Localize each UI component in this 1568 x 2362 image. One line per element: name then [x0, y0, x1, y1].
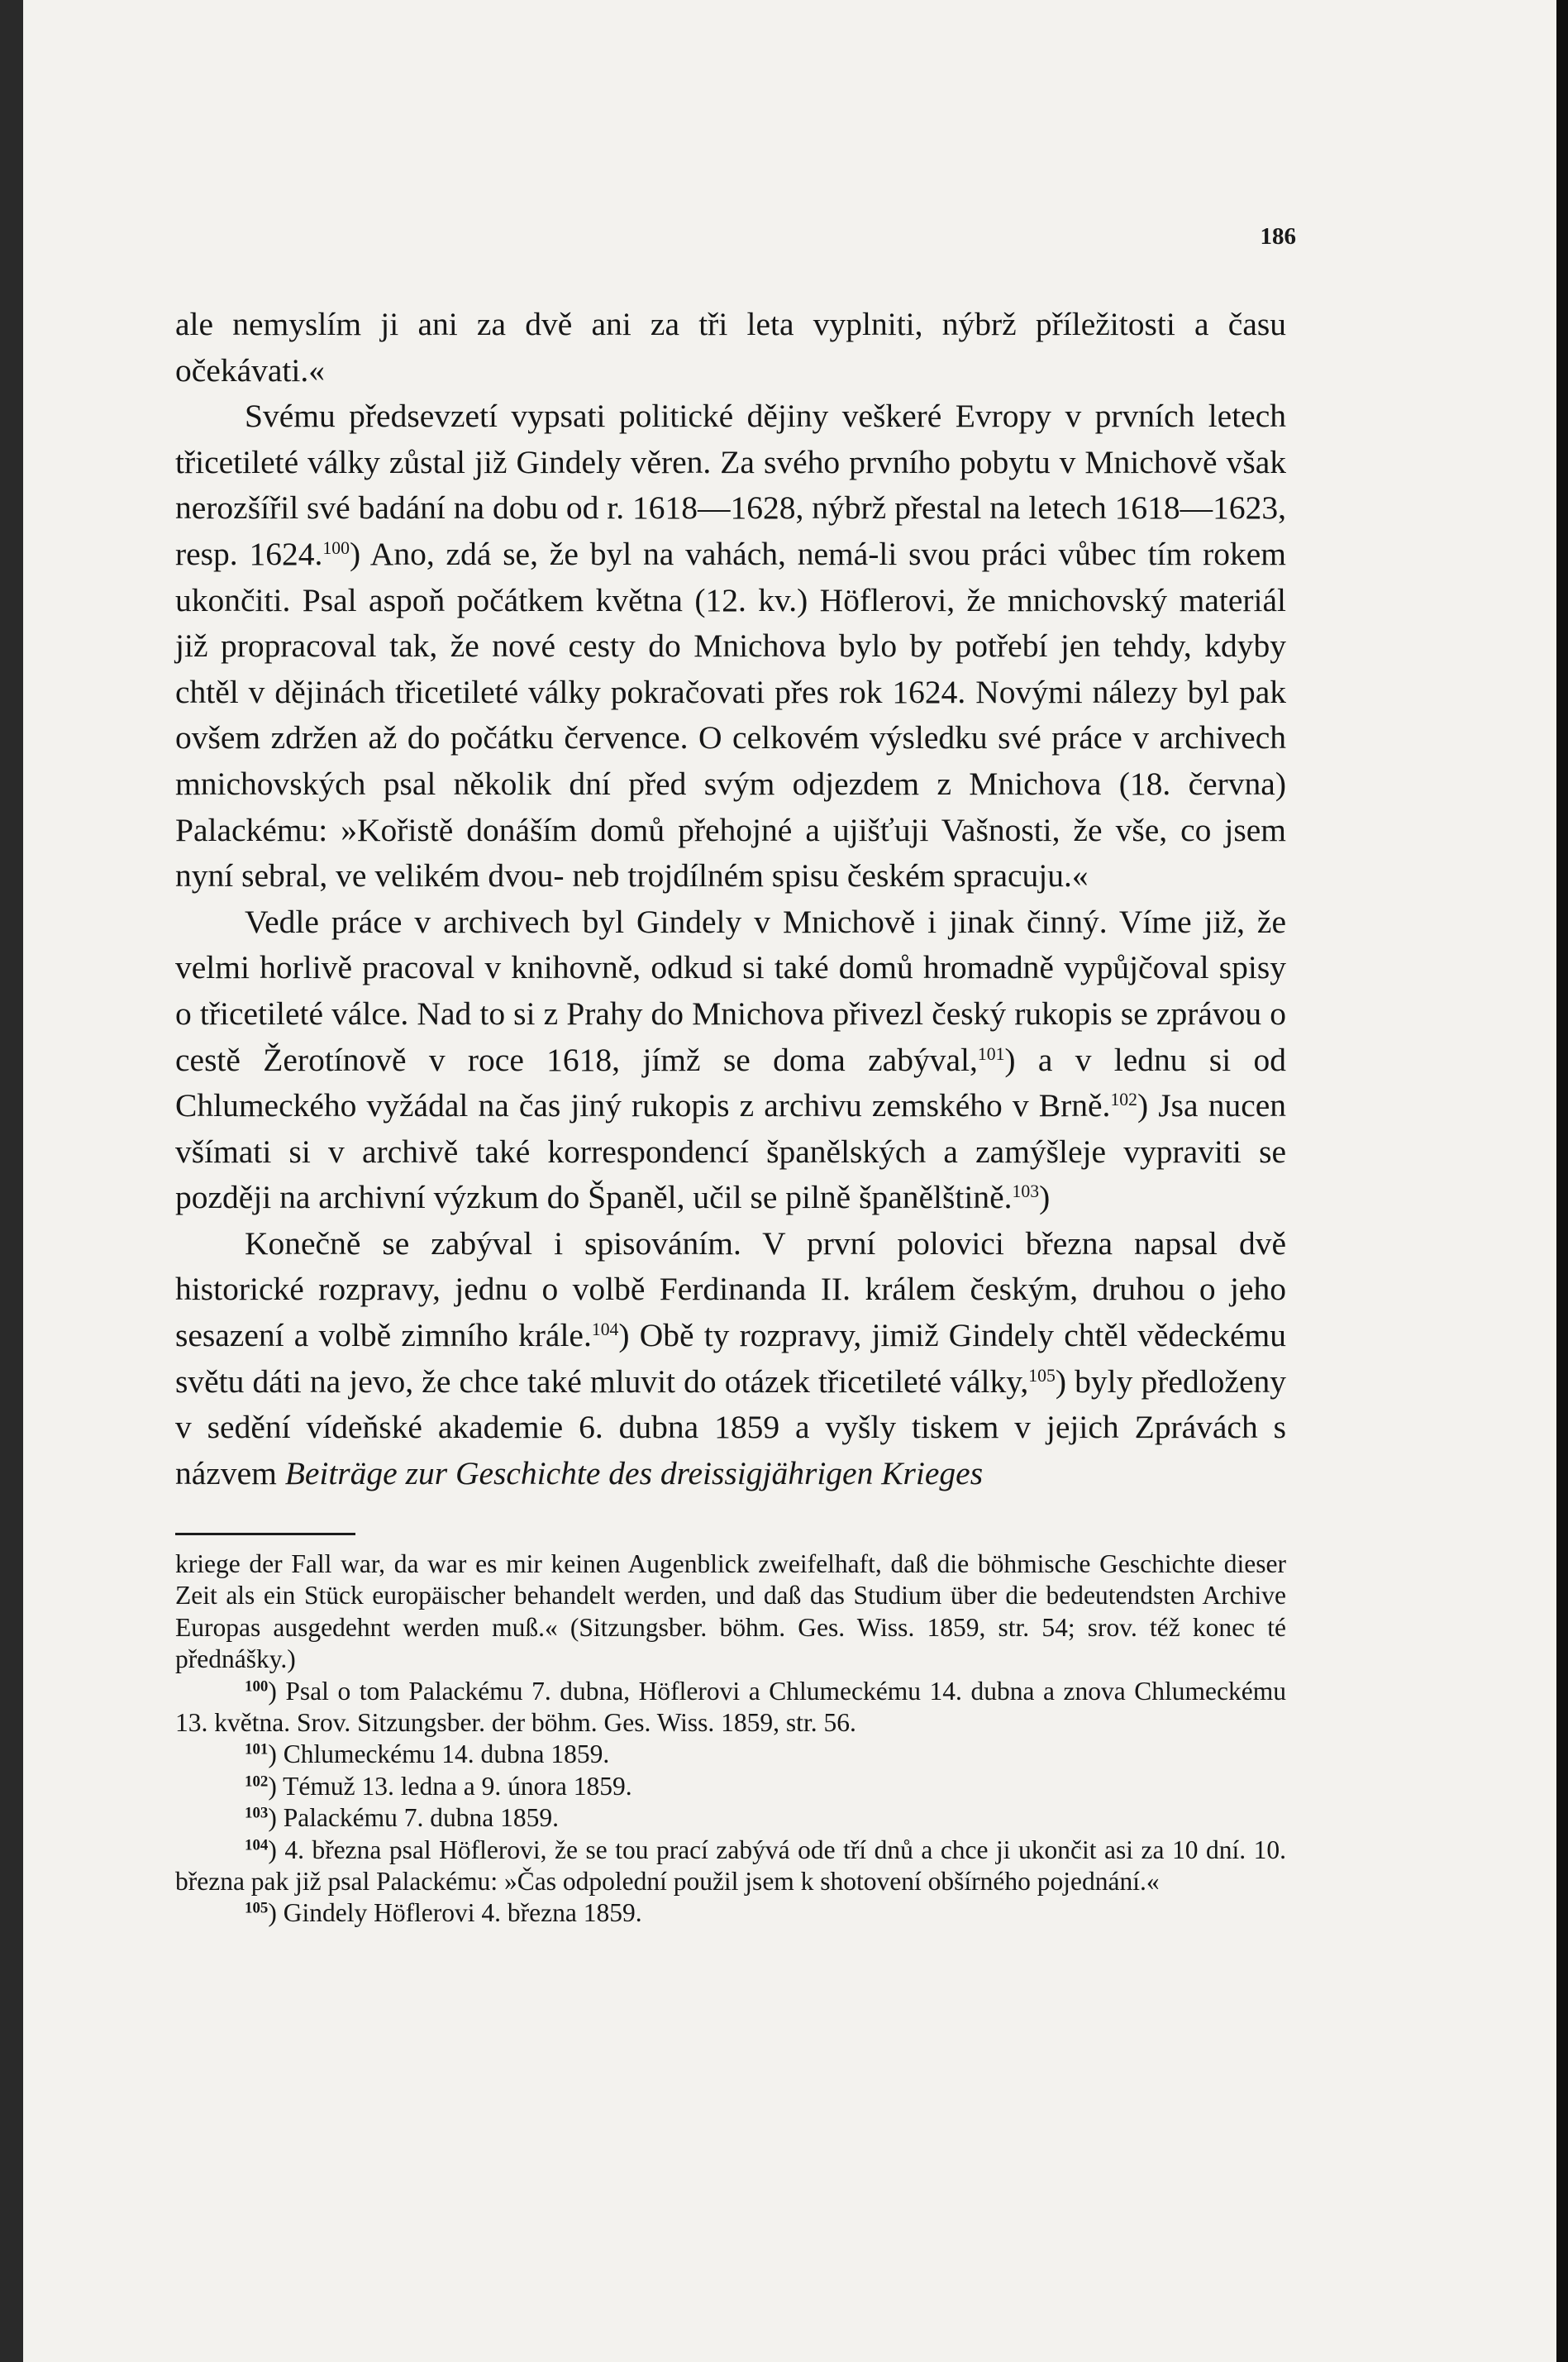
footnote-mark: 100 [245, 1677, 269, 1696]
paragraph-1-text: ale nemyslím ji ani za dvě ani za tři leta vyplniti, nýbrž příležitosti a času očekávati.« [175, 306, 1286, 389]
footnote-104 [175, 1835, 1286, 1898]
main-text [175, 302, 1286, 1496]
footnote-101 [175, 1739, 1286, 1770]
footnote-reference-103: 103 [1012, 1181, 1040, 1202]
footnote-divider [175, 1533, 355, 1535]
footnote-102 [175, 1771, 1286, 1802]
page-number: 186 [1260, 223, 1296, 250]
paragraph-4-text-1: Konečně se zabýval i spisováním. V první polovici března napsal dvě historické rozpravy, jednu o volbě Ferdinanda II. králem českým, druhou o jeho sesazení a volbě zimního krále. [175, 1224, 1286, 1354]
footnote-text: ) Témuž 13. ledna a 9. února 1859. [268, 1771, 632, 1801]
footnotes [175, 1548, 1286, 1930]
paragraph-2 [175, 394, 1286, 899]
paragraph-1 [175, 302, 1286, 394]
paragraph-4-italic-title: Beiträge zur Geschichte des dreissigjährigen Krieges [284, 1454, 984, 1491]
footnote-text: ) Gindely Höflerovi 4. března 1859. [268, 1898, 642, 1928]
footnote-reference-100: 100 [322, 537, 350, 558]
footnote-mark: 103 [245, 1804, 269, 1822]
footnote-mark: 104 [245, 1836, 269, 1854]
scan-edge [1556, 0, 1568, 2362]
footnote-105 [175, 1897, 1286, 1929]
paragraph-2-text-2: ) Ano, zdá se, že byl na vahách, nemá-li svou práci vůbec tím rokem ukončiti. Psal aspoň počátkem května (12. kv.) Höflerovi, že mnichovský materiál již propracoval tak, že nové cesty do Mnichova bylo by potřebí jen tehdy, kdyby chtěl v dějinách třicetileté války pokračovati přes rok 1624. Novými nálezy byl pak ovšem zdržen až do počátku července. O celkovém výsledku své práce v archivech mnichovských psal několik dní před svým odjezdem z Mnichova (18. června) Palackému: »Kořistě donáším domů přehojné a ujišťuji Vašnosti, že vše, co jsem nyní sebral, ve velikém dvou- neb trojdílném spisu českém spracuju.« [175, 535, 1286, 895]
footnote-reference-102: 102 [1110, 1090, 1138, 1110]
paragraph-3-text-3: ) Jsa nucen všímati si v archivě také korrespondencí španělských a zamýšleje vypraviti se později na archivní výzkum do Španěl, učil se pilně španělštině. [175, 1087, 1287, 1216]
footnote-100 [175, 1676, 1286, 1739]
footnote-continuation: kriege der Fall war, da war es mir keinen Augenblick zweifelhaft, daß die böhmische Geschichte dieser Zeit als ein Stück europäischer behandelt werden, und daß das Studium über die bedeutendsten Archive Europas ausgedehnt werden muß.« (Sitzungsber. böhm. Ges. Wiss. 1859, str. 54; srov. též konec té přednášky.) [175, 1549, 1286, 1674]
footnote-mark: 101 [245, 1741, 269, 1759]
paragraph-4 [175, 1221, 1286, 1497]
paragraph-3-text-1: Vedle práce v archivech byl Gindely v Mnichově i jinak činný. Víme již, že velmi horlivě pracoval v knihovně, odkud si také domů hromadně vypůjčoval spisy o třicetileté válce. Nad to si z Prahy do Mnichova přivezl český rukopis se zprávou o cestě Žerotínově v roce 1618, jímž se doma zabýval, [175, 903, 1286, 1078]
footnote-mark: 102 [245, 1773, 269, 1791]
footnote-text: ) Palackému 7. dubna 1859. [268, 1803, 560, 1833]
footnote-text: ) 4. března psal Höflerovi, že se tou prací zabývá ode tří dnů a chce ji ukončit asi za 10 dní. 10. března pak již psal Palackému: »Čas odpolední použil jsem k shotovení obšírného pojednání.« [175, 1835, 1286, 1897]
paragraph-4-text-2: ) Obě ty rozpravy, jimiž Gindely chtěl vědeckému světu dáti na jevo, že chce také mluvit do otázek třicetileté války, [175, 1317, 1286, 1400]
paragraph-3 [175, 899, 1286, 1221]
paper-sheet [23, 0, 1556, 2362]
paragraph-3-text-4: ) [1039, 1179, 1051, 1216]
paragraph-2-text-1: Svému předsevzetí vypsati politické dějiny veškeré Evropy v prvních letech třicetileté války zůstal již Gindely věren. Za svého prvního pobytu v Mnichově však nerozšířil své badání na dobu od r. 1618—1628, nýbrž přestal na letech 1618—1623, resp. 1624. [175, 398, 1286, 572]
paragraph-3-text-2: ) a v lednu si od Chlumeckého vyžádal na čas jiný rukopis z archivu zemského v Brně. [175, 1041, 1286, 1124]
footnote-reference-104: 104 [591, 1319, 619, 1340]
footnote-text: ) Psal o tom Palackému 7. dubna, Höflerovi a Chlumeckému 14. dubna a znova Chlumeckému 13. května. Srov. Sitzungsber. der böhm. Ges. Wiss. 1859, str. 56. [175, 1676, 1286, 1738]
paragraph-4-text-3: ) byly předloženy v sedění vídeňské akademie 6. dubna 1859 a vyšly tiskem v jejich Zprávách s názvem [175, 1362, 1286, 1491]
footnote-text: ) Chlumeckému 14. dubna 1859. [268, 1739, 610, 1769]
footnote-103 [175, 1802, 1286, 1834]
footnote-reference-105: 105 [1028, 1365, 1056, 1386]
footnote-mark: 105 [245, 1900, 269, 1918]
footnote-reference-101: 101 [977, 1043, 1005, 1064]
